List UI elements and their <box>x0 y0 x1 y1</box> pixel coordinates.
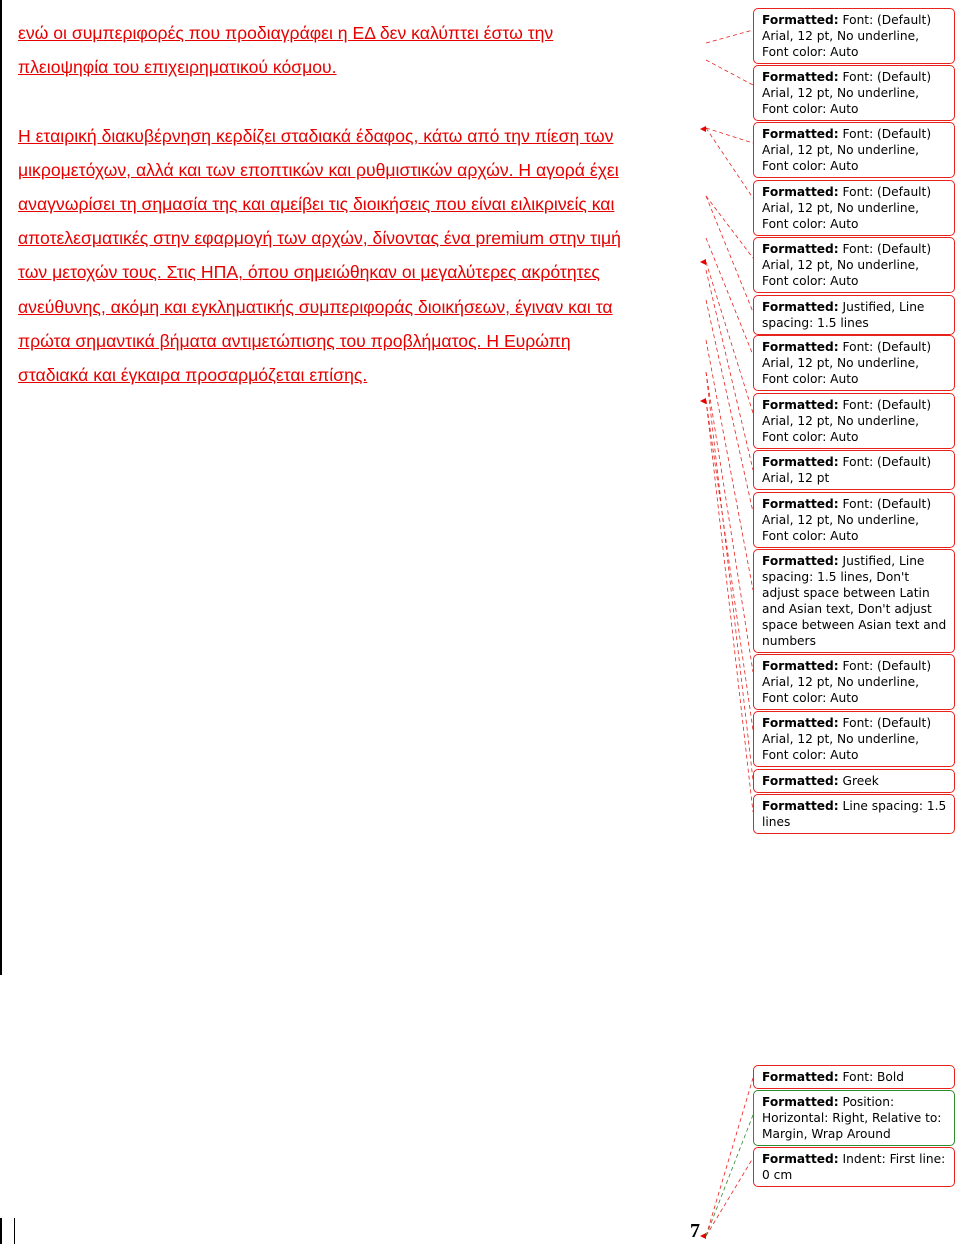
text-line: σταδιακά και έγκαιρα προσαρμόζεται επίσης. <box>18 365 368 386</box>
comment-balloon[interactable]: Formatted: Font: (Default) Arial, 12 pt, No underline, Font color: Auto <box>753 711 955 767</box>
comment-balloon[interactable]: Formatted: Indent: First line: 0 cm <box>753 1147 955 1187</box>
paragraph-gap <box>18 84 704 118</box>
text-line: αναγνωρίσει τη σημασία της και αμείβει τις διοικήσεις που είναι ειλικρινείς και <box>18 194 615 214</box>
comment-balloon[interactable]: Formatted: Justified, Line spacing: 1.5 lines, Don't adjust space between Latin and Asian text, Don't adjust space between Asian text and numbers <box>753 549 955 653</box>
comment-balloon[interactable]: Formatted: Font: (Default) Arial, 12 pt, No underline, Font color: Auto <box>753 65 955 121</box>
text-line: ανεύθυνης, ακόμη και εγκληματικής συμπεριφοράς διοικήσεων, έγιναν και τα <box>18 296 613 317</box>
paragraph-2[interactable] <box>18 119 704 393</box>
text-line: αποτελεσματικές στην εφαρμογή των αρχών, δίνοντας ένα premium στην τιμή <box>18 228 621 249</box>
text-line: πλειοψηφία του επιχειρηματικού κόσμου. <box>18 57 337 78</box>
paragraph-1[interactable] <box>18 16 704 84</box>
page-number: 7 <box>690 1220 700 1242</box>
comment-balloon[interactable]: Formatted: Font: (Default) Arial, 12 pt, No underline, Font color: Auto <box>753 492 955 548</box>
text-line: Η εταιρική διακυβέρνηση κερδίζει σταδιακά έδαφος, κάτω από την πίεση των <box>18 125 614 146</box>
text-line: ενώ οι συμπεριφορές που προδιαγράφει η ΕΔ δεν καλύπτει έστω την <box>18 23 554 43</box>
change-bar <box>0 0 2 975</box>
comment-balloon[interactable]: Formatted: Justified, Line spacing: 1.5 lines <box>753 295 955 335</box>
text-line: μικρομετόχων, αλλά και των εποπτικών και ρυθμιστικών αρχών. Η αγορά έχει <box>18 159 619 180</box>
document-body[interactable] <box>18 16 704 392</box>
comment-balloon[interactable]: Formatted: Line spacing: 1.5 lines <box>753 794 955 834</box>
comment-balloon[interactable]: Formatted: Font: (Default) Arial, 12 pt <box>753 450 955 490</box>
comment-balloon[interactable]: Formatted: Font: Bold <box>753 1065 955 1089</box>
comment-balloon[interactable]: Formatted: Position: Horizontal: Right, Relative to: Margin, Wrap Around <box>753 1090 955 1146</box>
comment-balloon[interactable]: Formatted: Font: (Default) Arial, 12 pt, No underline, Font color: Auto <box>753 122 955 178</box>
change-bar-footer-inner <box>14 1218 15 1244</box>
change-bar-footer <box>0 1218 2 1244</box>
comment-balloon[interactable]: Formatted: Font: (Default) Arial, 12 pt, No underline, Font color: Auto <box>753 393 955 449</box>
comment-balloon[interactable]: Formatted: Font: (Default) Arial, 12 pt, No underline, Font color: Auto <box>753 8 955 64</box>
comment-balloon[interactable]: Formatted: Font: (Default) Arial, 12 pt, No underline, Font color: Auto <box>753 180 955 236</box>
comment-balloon[interactable]: Formatted: Font: (Default) Arial, 12 pt, No underline, Font color: Auto <box>753 237 955 293</box>
text-line: πρώτα σημαντικά βήματα αντιμετώπισης του προβλήματος. Η Ευρώπη <box>18 330 571 351</box>
comment-balloon[interactable]: Formatted: Greek <box>753 769 955 793</box>
comment-balloon[interactable]: Formatted: Font: (Default) Arial, 12 pt, No underline, Font color: Auto <box>753 335 955 391</box>
text-line: των μετοχών τους. Στις ΗΠΑ, όπου σημειώθηκαν οι μεγαλύτερες ακρότητες <box>18 262 600 283</box>
comment-balloon[interactable]: Formatted: Font: (Default) Arial, 12 pt, No underline, Font color: Auto <box>753 654 955 710</box>
